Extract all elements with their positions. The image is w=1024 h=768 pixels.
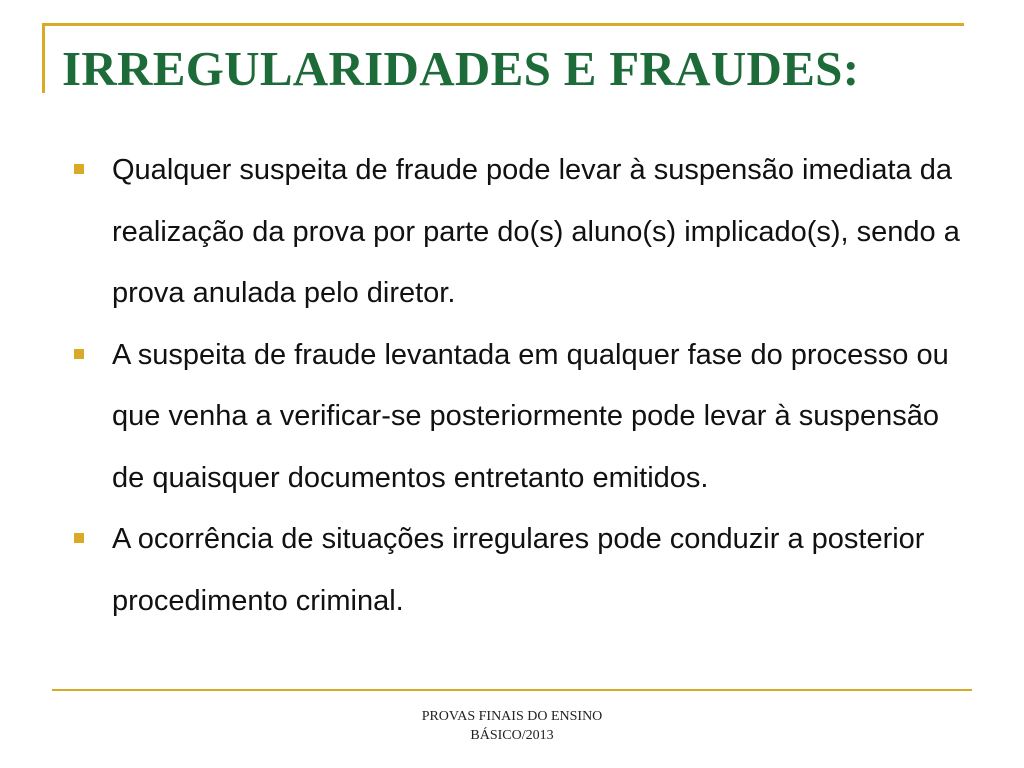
bullet-text: Qualquer suspeita de fraude pode levar à suspensão imediata da realização da prova por parte do(s) aluno(s) implicado(s), sendo a prova anulada pelo diretor. <box>112 154 960 309</box>
bullet-text: A suspeita de fraude levantada em qualquer fase do processo ou que venha a verificar-se posteriormente pode levar à suspensão de quaisquer documentos entretanto emitidos. <box>112 338 949 494</box>
slide-title: IRREGULARIDADES E FRAUDES: <box>62 41 860 96</box>
top-border-line <box>42 23 964 26</box>
bullet-item <box>70 140 970 325</box>
bullet-text: A ocorrência de situações irregulares pode conduzir a posterior procedimento criminal. <box>112 523 925 617</box>
square-bullet-icon <box>74 533 84 543</box>
bullet-item <box>70 509 970 632</box>
square-bullet-icon <box>74 164 84 174</box>
bullet-list <box>70 140 970 632</box>
footer-line-2: BÁSICO/2013 <box>470 728 554 743</box>
bottom-divider-line <box>52 689 972 691</box>
left-border-line <box>42 23 45 93</box>
slide-footer <box>362 707 662 745</box>
footer-line-1: PROVAS FINAIS DO ENSINO <box>421 709 603 724</box>
square-bullet-icon <box>74 349 84 359</box>
bullet-item <box>70 325 970 510</box>
